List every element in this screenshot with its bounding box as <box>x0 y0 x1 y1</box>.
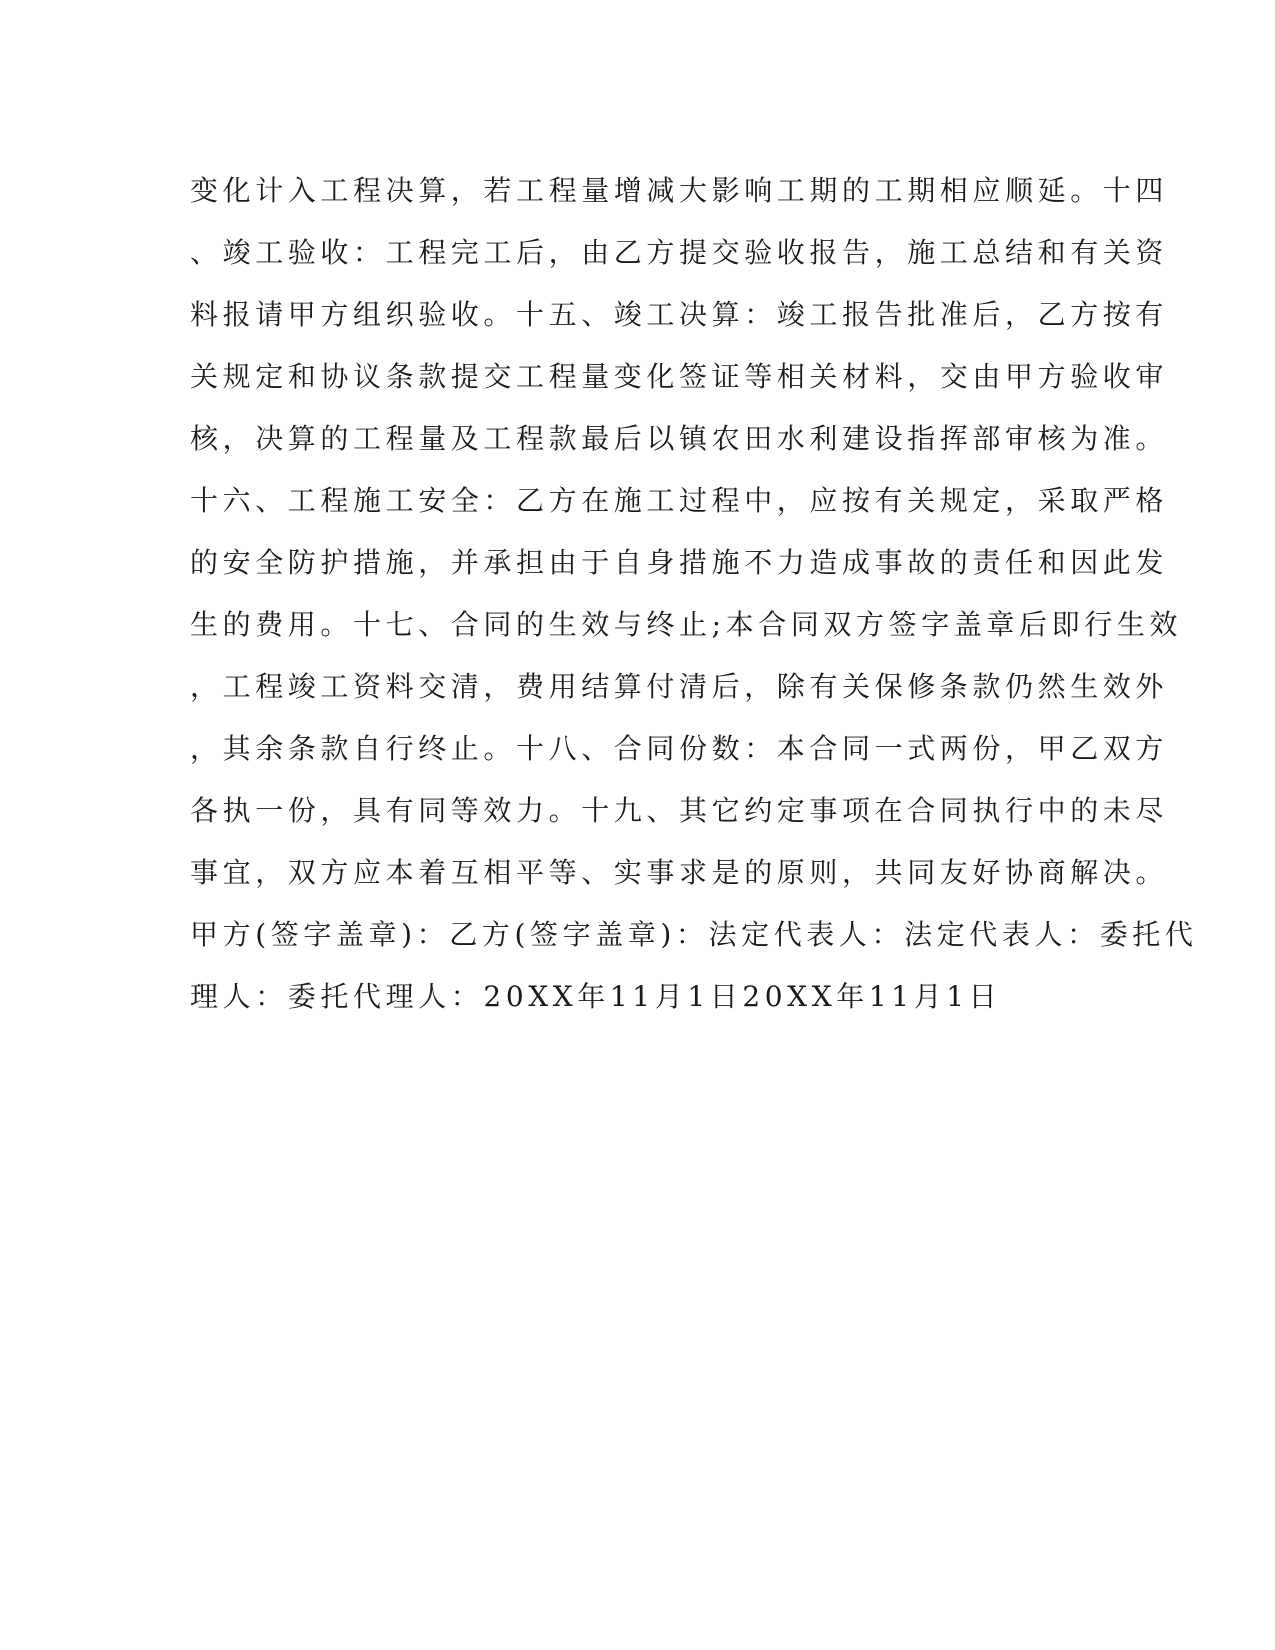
text-line: 事宜，双方应本着互相平等、实事求是的原则，共同友好协商解决。 <box>190 856 1169 889</box>
text-line: 各执一份，具有同等效力。十九、其它约定事项在合同执行中的未尽 <box>190 794 1169 827</box>
text-line: 十六、工程施工安全：乙方在施工过程中，应按有关规定，采取严格 <box>190 484 1169 517</box>
text-line: 的安全防护措施，并承担由于自身措施不力造成事故的责任和因此发 <box>190 546 1169 579</box>
signature-line: 甲方(签字盖章)：乙方(签字盖章)：法定代表人：法定代表人：委托代 <box>190 918 1198 951</box>
contract-text-body <box>190 160 1198 1028</box>
signature-date-line: 理人：委托代理人：20XX年11月1日20XX年11月1日 <box>190 980 1002 1013</box>
text-line: 变化计入工程决算，若工程量增减大影响工期的工期相应顺延。十四 <box>190 174 1169 207</box>
text-line: ，其余条款自行终止。十八、合同份数：本合同一式两份，甲乙双方 <box>190 732 1169 765</box>
text-line: 生的费用。十七、合同的生效与终止;本合同双方签字盖章后即行生效 <box>190 608 1183 641</box>
text-line: 核，决算的工程量及工程款最后以镇农田水利建设指挥部审核为准。 <box>190 422 1169 455</box>
text-line: 关规定和协议条款提交工程量变化签证等相关材料，交由甲方验收审 <box>190 360 1169 393</box>
text-line: ，工程竣工资料交清，费用结算付清后，除有关保修条款仍然生效外 <box>190 670 1169 703</box>
text-line: 料报请甲方组织验收。十五、竣工决算：竣工报告批准后，乙方按有 <box>190 298 1169 331</box>
text-line: 、竣工验收：工程完工后，由乙方提交验收报告，施工总结和有关资 <box>190 236 1169 269</box>
